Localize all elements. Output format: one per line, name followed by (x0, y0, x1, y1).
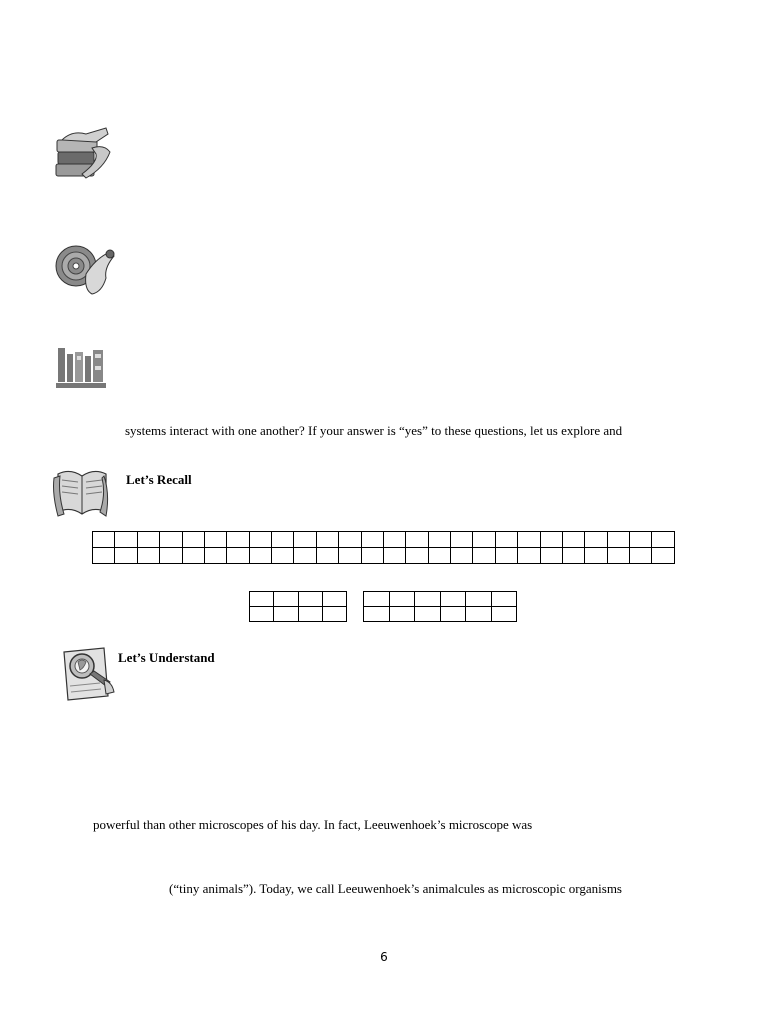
grid-cell[interactable] (540, 548, 562, 564)
magnifier-on-paper-icon (60, 646, 116, 702)
grid-cell[interactable] (652, 548, 675, 564)
answer-grid-large (92, 531, 675, 564)
grid-cell[interactable] (250, 592, 274, 607)
grid-cell[interactable] (182, 548, 204, 564)
body-text-line: systems interact with one another? If your answer is “yes” to these questions, let us explore and (125, 423, 623, 438)
grid-cell[interactable] (115, 548, 137, 564)
body-text-line: powerful than other microscopes of his day. In fact, Leeuwenhoek’s microscope was (93, 817, 533, 832)
grid-cell[interactable] (630, 532, 652, 548)
grid-cell[interactable] (274, 592, 298, 607)
grid-cell[interactable] (451, 532, 473, 548)
grid-cell[interactable] (491, 607, 517, 622)
grid-cell[interactable] (415, 592, 441, 607)
grid-cell[interactable] (607, 532, 629, 548)
grid-cell[interactable] (406, 548, 428, 564)
grid-cell[interactable] (227, 548, 249, 564)
grid-cell[interactable] (518, 532, 540, 548)
grid-cell[interactable] (428, 548, 450, 564)
grid-cell[interactable] (249, 548, 271, 564)
grid-cell[interactable] (316, 548, 338, 564)
grid-cell[interactable] (466, 592, 492, 607)
grid-cell[interactable] (364, 592, 390, 607)
grid-cell[interactable] (473, 548, 495, 564)
page-number: 6 (380, 950, 388, 964)
grid-cell[interactable] (466, 607, 492, 622)
grid-cell[interactable] (383, 532, 405, 548)
grid-cell[interactable] (440, 592, 466, 607)
bookshelf-icon (56, 346, 108, 390)
grid-cell[interactable] (322, 592, 346, 607)
grid-cell[interactable] (585, 532, 607, 548)
grid-cell[interactable] (93, 532, 115, 548)
grid-cell[interactable] (204, 548, 226, 564)
grid-cell[interactable] (389, 592, 415, 607)
grid-cell[interactable] (495, 532, 517, 548)
grid-cell[interactable] (227, 532, 249, 548)
grid-cell[interactable] (364, 607, 390, 622)
grid-cell[interactable] (451, 548, 473, 564)
stack-of-books-icon (52, 124, 114, 182)
grid-cell[interactable] (272, 532, 294, 548)
grid-cell[interactable] (361, 532, 383, 548)
grid-cell[interactable] (389, 607, 415, 622)
open-book-icon (52, 464, 112, 520)
grid-cell[interactable] (294, 548, 316, 564)
grid-cell[interactable] (160, 548, 182, 564)
grid-cell[interactable] (495, 548, 517, 564)
body-text-line: (“tiny animals”). Today, we call Leeuwenhoek’s animalcules as microscopic organisms (169, 881, 622, 896)
grid-cell[interactable] (473, 532, 495, 548)
grid-cell[interactable] (160, 532, 182, 548)
grid-cell[interactable] (339, 532, 361, 548)
grid-cell[interactable] (383, 548, 405, 564)
grid-cell[interactable] (316, 532, 338, 548)
grid-cell[interactable] (294, 532, 316, 548)
grid-cell[interactable] (491, 592, 517, 607)
grid-cell[interactable] (540, 532, 562, 548)
grid-cell[interactable] (322, 607, 346, 622)
disc-and-hand-icon (52, 244, 118, 296)
grid-cell[interactable] (204, 532, 226, 548)
grid-cell[interactable] (182, 532, 204, 548)
grid-cell[interactable] (440, 607, 466, 622)
grid-cell[interactable] (406, 532, 428, 548)
grid-cell[interactable] (274, 607, 298, 622)
section-heading-understand: Let’s Understand (118, 650, 215, 665)
answer-grid-small-left (249, 591, 347, 622)
grid-cell[interactable] (339, 548, 361, 564)
grid-cell[interactable] (93, 548, 115, 564)
section-heading-recall: Let’s Recall (126, 472, 192, 487)
grid-cell[interactable] (115, 532, 137, 548)
grid-cell[interactable] (361, 548, 383, 564)
grid-cell[interactable] (249, 532, 271, 548)
grid-cell[interactable] (562, 532, 584, 548)
grid-cell[interactable] (428, 532, 450, 548)
grid-cell[interactable] (298, 607, 322, 622)
grid-cell[interactable] (250, 607, 274, 622)
grid-cell[interactable] (518, 548, 540, 564)
grid-cell[interactable] (298, 592, 322, 607)
grid-cell[interactable] (137, 532, 159, 548)
grid-cell[interactable] (630, 548, 652, 564)
grid-cell[interactable] (415, 607, 441, 622)
grid-cell[interactable] (562, 548, 584, 564)
grid-cell[interactable] (652, 532, 675, 548)
grid-cell[interactable] (137, 548, 159, 564)
answer-grid-small-right (363, 591, 517, 622)
grid-cell[interactable] (607, 548, 629, 564)
grid-cell[interactable] (585, 548, 607, 564)
grid-cell[interactable] (272, 548, 294, 564)
